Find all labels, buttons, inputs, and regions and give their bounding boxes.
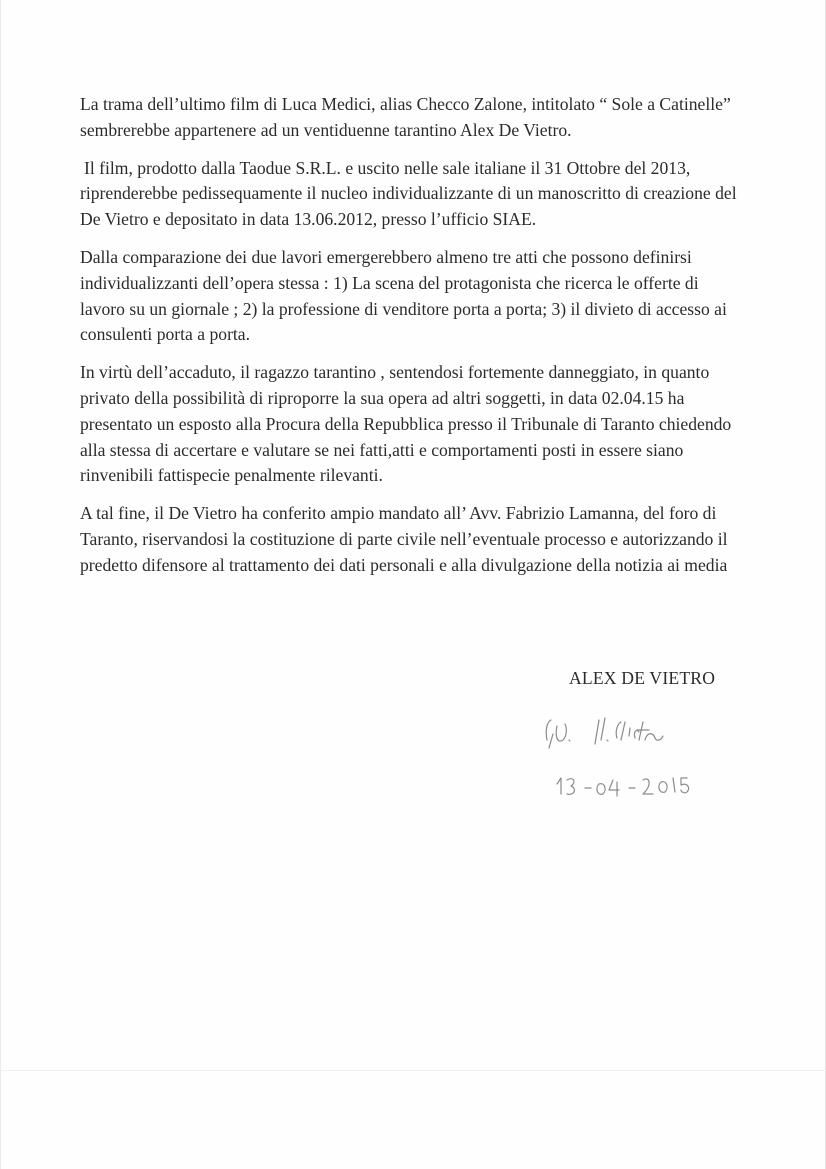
- paragraph-4: In virtù dell’accaduto, il ragazzo tarantino , sentendosi fortemente danneggiato, in quanto privato della possibilità di riproporre la sua opera ad altri soggetti, in data 02.04.15 ha presentato un esposto alla Procura della Repubblica presso il Tribunale di Taranto chiedendo alla stessa di accertare e valutare se nei fatti,atti e comportamenti posti in essere siano rinvenibili fattispecie penalmente rilevanti.: [80, 362, 732, 486]
- handwritten-signature-and-date: [533, 700, 723, 810]
- scan-edge: [1, 1070, 826, 1071]
- signature-name: ALEX DE VIETRO: [569, 668, 716, 688]
- date-strokes: [557, 778, 689, 796]
- paragraph-5: A tal fine, il De Vietro ha conferito ampio mandato all’ Avv. Fabrizio Lamanna, del foro di Taranto, riservandosi la costituzione di parte civile nell’eventuale processo e autorizzando il predetto difensore al trattamento dei dati personali e alla divulgazione della notizia ai media: [80, 503, 728, 575]
- paragraph-3: Dalla comparazione dei due lavori emergerebbero almeno tre atti che possono definirsi individualizzanti dell’opera stessa : 1) La scena del protagonista che ricerca le offerte di lavoro su un giornale ; 2) la professione di venditore porta a porta; 3) il divieto di accesso ai consulenti porta a porta.: [80, 246, 727, 345]
- paragraph-2: Il film, prodotto dalla Taodue S.R.L. e uscito nelle sale italiane il 31 Ottobre del 2013, riprenderebbe pedissequamente il nucleo individualizzante di un manoscritto di creazione del De Vietro e depositato in data 13.06.2012, presso l’ufficio SIAE.: [80, 157, 737, 230]
- paragraph-1: La trama dell’ultimo film di Luca Medici, alias Checco Zalone, intitolato “ Sole a Catinelle” sembrerebbe appartenere ad un ventiduenne tarantino Alex De Vietro.: [80, 94, 731, 140]
- signature-strokes: [546, 718, 663, 748]
- document-body: [80, 92, 745, 591]
